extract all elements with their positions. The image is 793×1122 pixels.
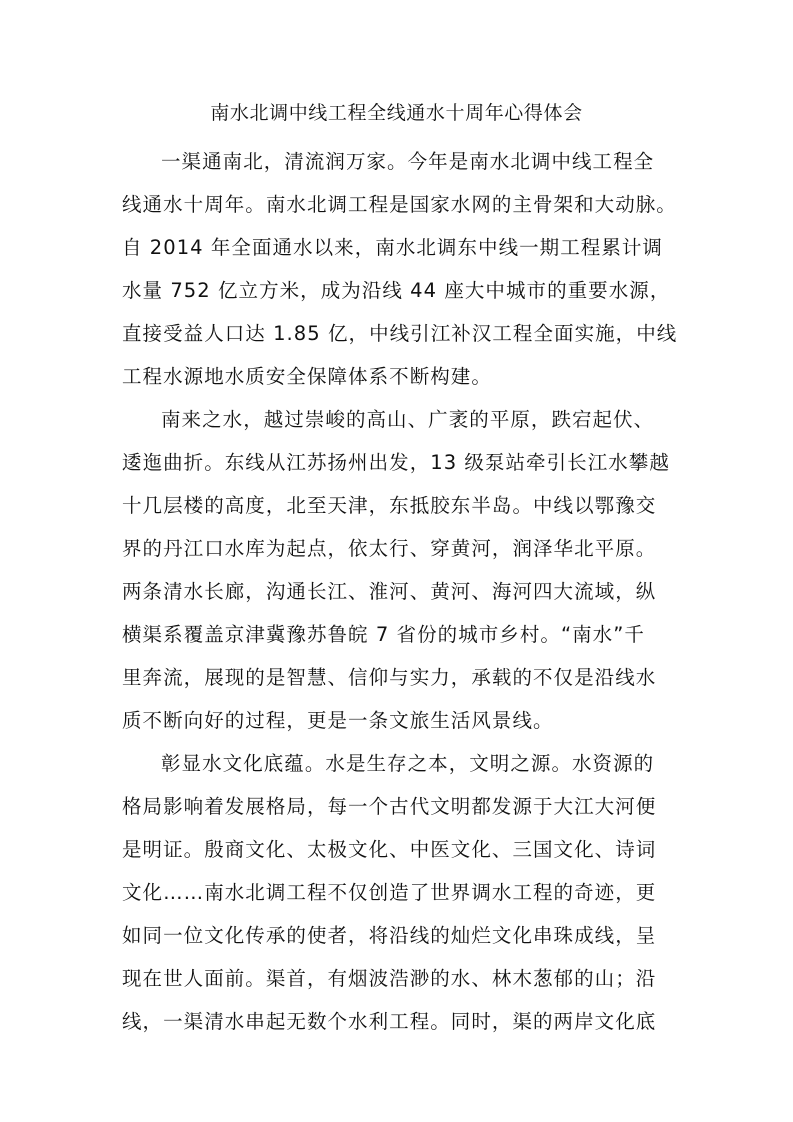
paragraph-1-line-1: 一渠通南北，清流润万家。今年是南水北调中线工程全 (161, 150, 655, 173)
paragraph-1-line-3: 自 2014 年全面通水以来，南水北调东中线一期工程累计调 (122, 236, 663, 259)
paragraph-1-line-6: 工程水源地水质安全保障体系不断构建。 (122, 365, 492, 388)
paragraph-2-line-3: 十几层楼的高度，北至天津，东抵胶东半岛。中线以鄂豫交 (122, 494, 657, 517)
paragraph-2-line-6: 横渠系覆盖京津冀豫苏鲁皖 7 省份的城市乡村。“南水”千 (122, 623, 645, 646)
paragraph-1-line-2: 线通水十周年。南水北调工程是国家水网的主骨架和大动脉。 (122, 193, 677, 216)
paragraph-2-line-7: 里奔流，展现的是智慧、信仰与实力，承载的不仅是沿线水 (122, 666, 657, 689)
paragraph-2-line-1: 南来之水，越过崇峻的高山、广袤的平原，跌宕起伏、 (161, 408, 655, 431)
paragraph-2-line-5: 两条清水长廊，沟通长江、淮河、黄河、海河四大流域，纵 (122, 580, 657, 603)
paragraph-2-line-2: 逶迤曲折。东线从江苏扬州出发，13 级泵站牵引长江水攀越 (122, 451, 670, 474)
paragraph-3-line-6: 现在世人面前。渠首，有烟波浩渺的水、林木葱郁的山；沿 (122, 967, 657, 990)
paragraph-2-line-4: 界的丹江口水库为起点，依太行、穿黄河，润泽华北平原。 (122, 537, 657, 560)
document-title: 南水北调中线工程全线通水十周年心得体会 (210, 102, 583, 124)
paragraph-3-line-7: 线，一渠清水串起无数个水利工程。同时，渠的两岸文化底 (122, 1010, 657, 1033)
paragraph-3-line-5: 如同一位文化传承的使者，将沿线的灿烂文化串珠成线，呈 (122, 924, 657, 947)
paragraph-3-line-1: 彰显水文化底蕴。水是生存之本，文明之源。水资源的 (161, 752, 655, 775)
paragraph-3-line-3: 是明证。殷商文化、太极文化、中医文化、三国文化、诗词 (122, 838, 657, 861)
paragraph-3-line-2: 格局影响着发展格局，每一个古代文明都发源于大江大河便 (122, 795, 657, 818)
paragraph-1-line-5: 直接受益人口达 1.85 亿，中线引江补汉工程全面实施，中线 (122, 322, 678, 345)
paragraph-3-line-4: 文化……南水北调工程不仅创造了世界调水工程的奇迹，更 (122, 881, 657, 904)
paragraph-2-line-8: 质不断向好的过程，更是一条文旅生活风景线。 (122, 709, 554, 732)
paragraph-1-line-4: 水量 752 亿立方米，成为沿线 44 座大中城市的重要水源， (122, 279, 671, 302)
